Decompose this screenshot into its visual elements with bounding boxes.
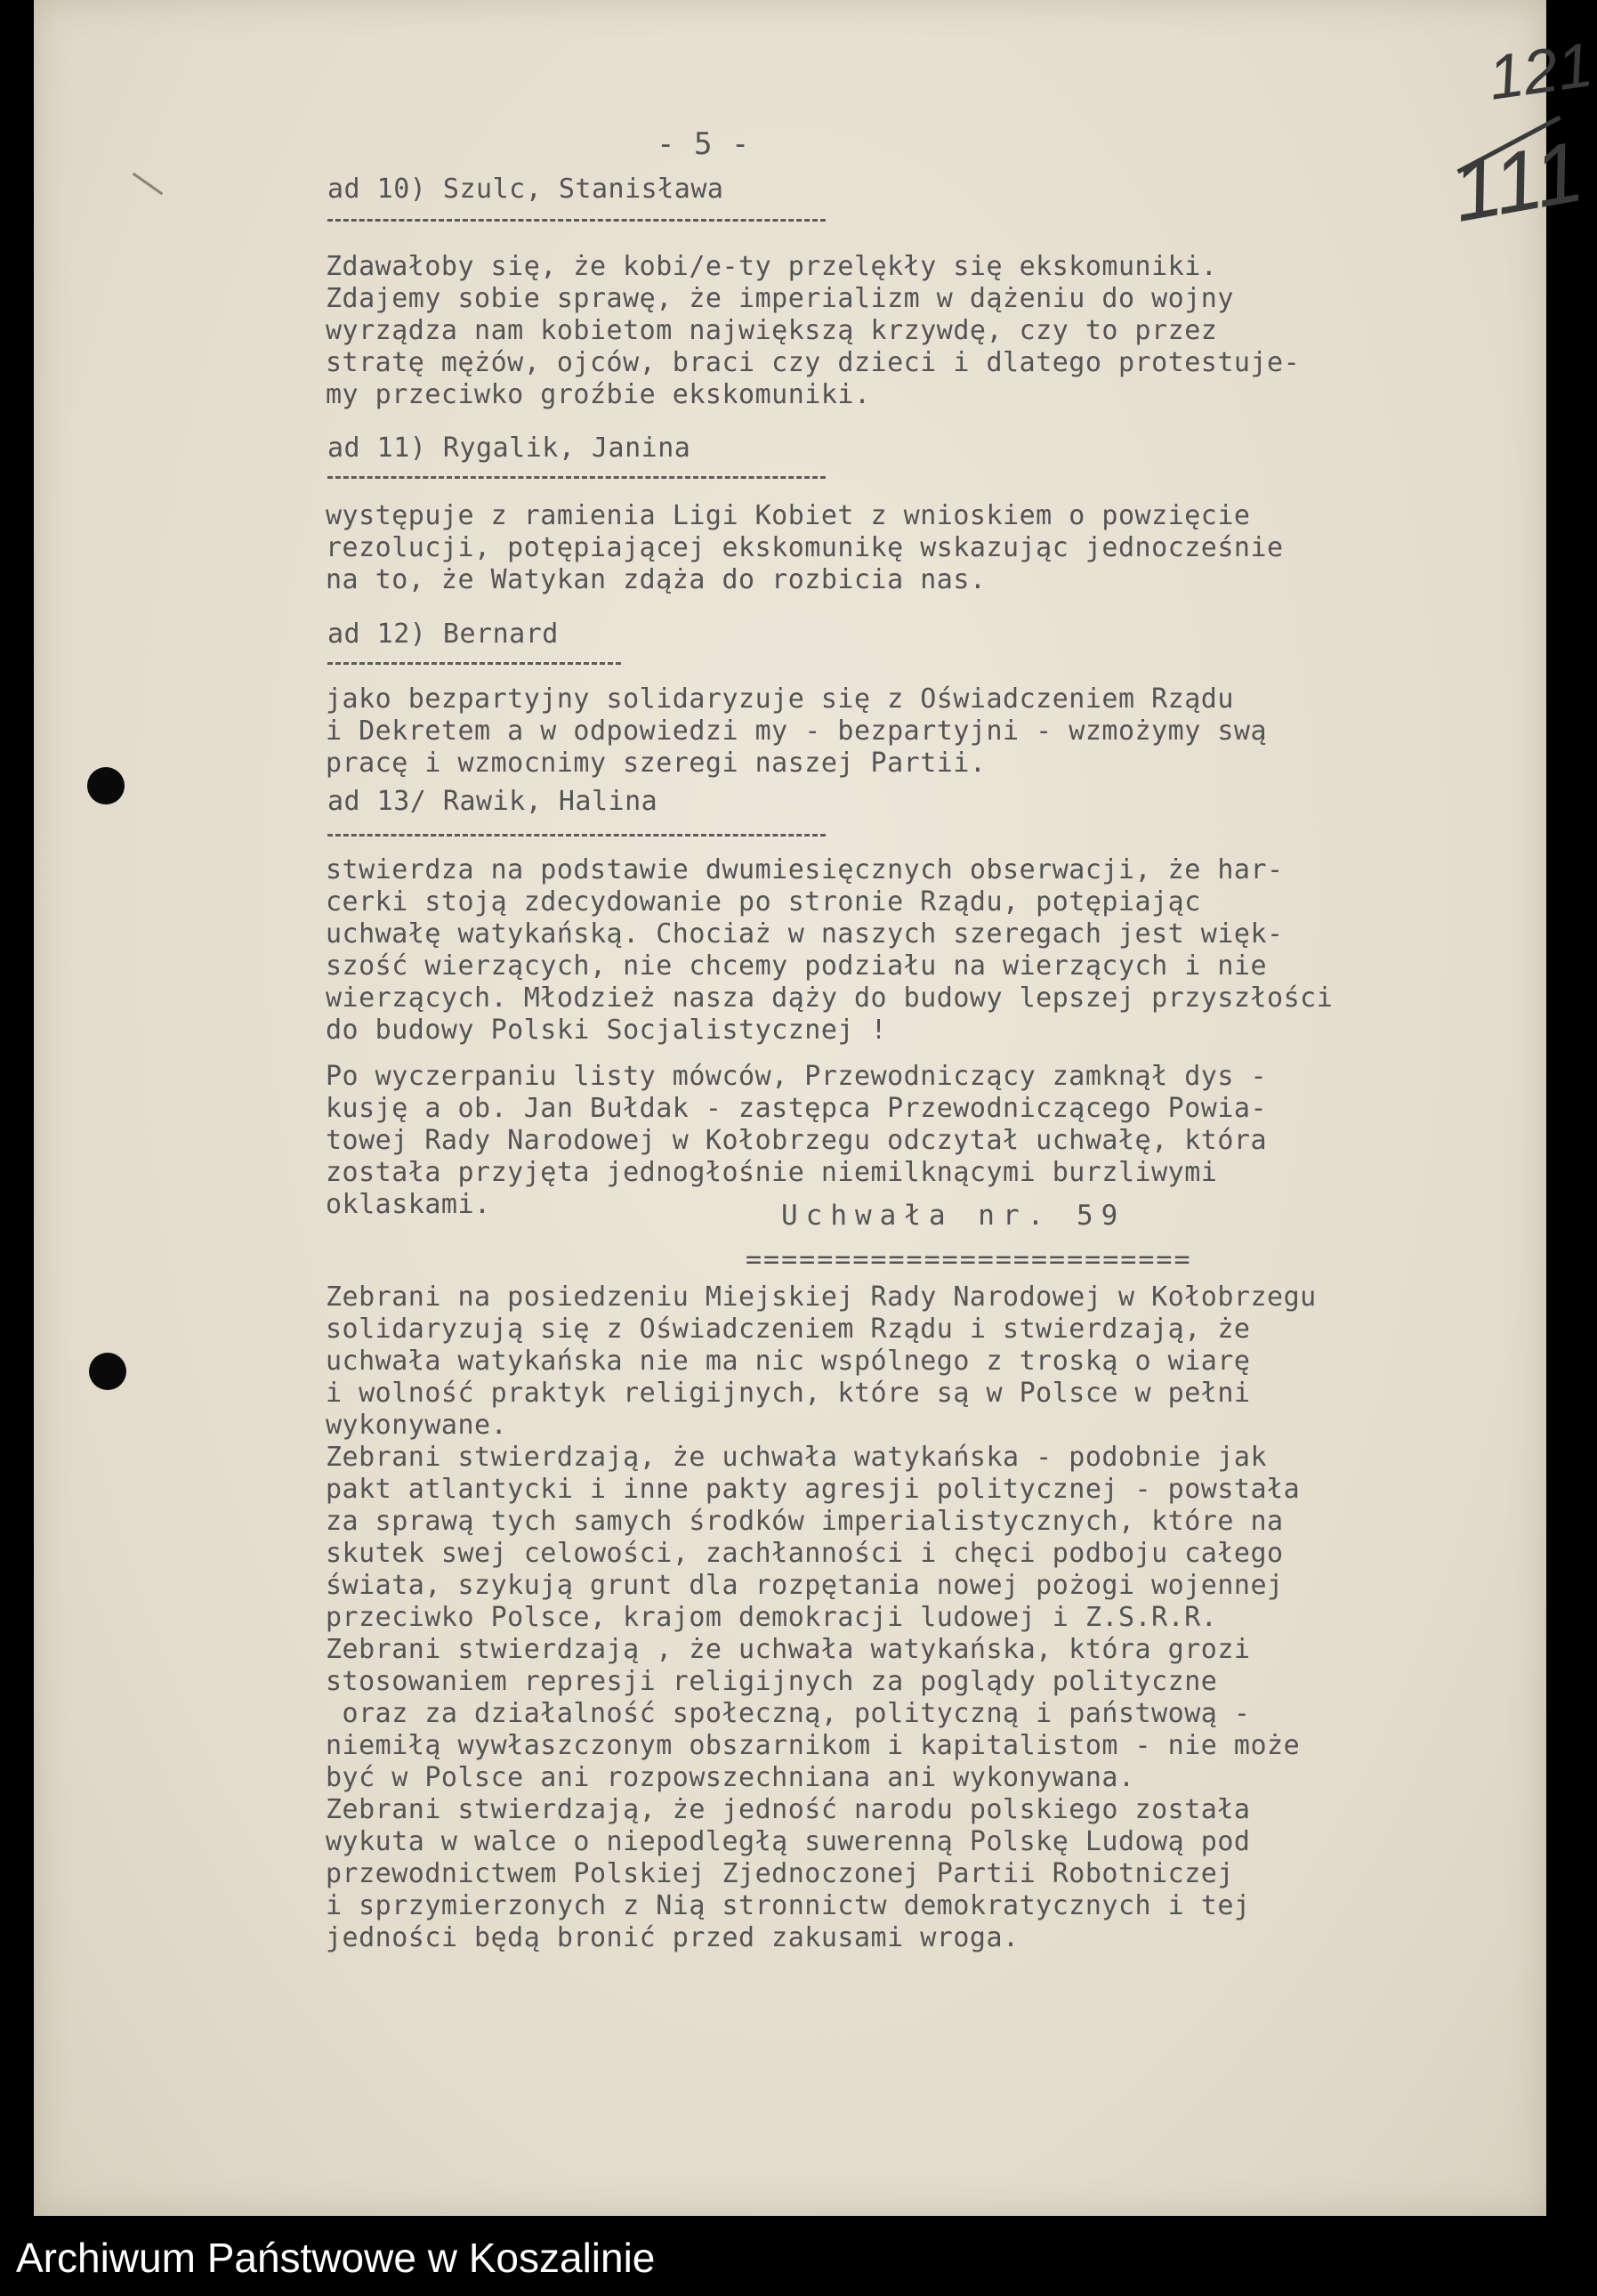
document-page xyxy=(34,0,1597,2216)
text-line: stratę mężów, ojców, braci czy dzieci i dlatego protestuje- xyxy=(326,347,1301,378)
text-line: i wolność praktyk religijnych, które są w Polsce w pełni xyxy=(326,1378,1251,1409)
text-line: występuje z ramienia Ligi Kobiet z wnioskiem o powzięcie xyxy=(326,500,1251,531)
text-line: Zdajemy sobie sprawę, że imperializm w dążeniu do wojny xyxy=(326,283,1234,314)
section-heading: ad 12) Bernard xyxy=(327,618,559,650)
page-number: - 5 - xyxy=(657,126,750,162)
text-line: wykuta w walce o niepodległą suwerenną Polskę Ludową pod xyxy=(326,1826,1251,1857)
text-line: my przeciwko groźbie ekskomuniki. xyxy=(326,379,871,410)
punch-hole-top xyxy=(87,767,125,804)
text-line: pakt atlantycki i inne pakty agresji politycznej - powstała xyxy=(326,1474,1301,1505)
text-line: Zebrani stwierdzają , że uchwała watykańska, która grozi xyxy=(326,1634,1251,1665)
text-line: jako bezpartyjny solidaryzuje się z Oświadczeniem Rządu xyxy=(326,683,1234,715)
text-line: niemiłą wywłaszczonym obszarnikom i kapitalistom - nie może xyxy=(326,1730,1301,1761)
folio-current: 121 xyxy=(1484,29,1597,113)
text-line: pracę i wzmocnimy szeregi naszej Partii. xyxy=(326,748,987,779)
text-line: być w Polsce ani rozpowszechniana ani wykonywana. xyxy=(326,1762,1135,1793)
resolution-title: Uchwała nr. 59 xyxy=(781,1200,1126,1232)
heading-underline xyxy=(327,834,826,837)
text-line: wykonywane. xyxy=(326,1410,508,1441)
text-line: cerki stoją zdecydowanie po stronie Rządu, potępiając xyxy=(326,886,1201,918)
resolution-underline: ========================= xyxy=(746,1244,1192,1275)
text-line: Zdawałoby się, że kobi/e-ty przelękły się ekskomuniki. xyxy=(326,251,1218,282)
text-line: wyrządza nam kobietom największą krzywdę, czy to przez xyxy=(326,315,1218,346)
section-heading: ad 13/ Rawik, Halina xyxy=(327,786,658,817)
text-line: i sprzymierzonych z Nią stronnictw demokratycznych i tej xyxy=(326,1890,1251,1921)
text-line: stwierdza na podstawie dwumiesięcznych obserwacji, że har- xyxy=(326,854,1284,885)
text-line: wierzących. Młodzież nasza dąży do budowy lepszej przyszłości xyxy=(326,982,1334,1014)
folio-number xyxy=(1445,29,1597,240)
heading-underline xyxy=(327,662,621,665)
text-line: Po wyczerpaniu listy mówców, Przewodniczący zamknął dys - xyxy=(326,1061,1268,1092)
heading-underline xyxy=(327,219,826,222)
text-line: przewodnictwem Polskiej Zjednoczonej Partii Robotniczej xyxy=(326,1858,1234,1889)
text-line: została przyjęta jednogłośnie niemilknącymi burzliwymi xyxy=(326,1157,1218,1188)
text-line: skutek swej celowości, zachłanności i chęci podboju całego xyxy=(326,1538,1284,1569)
text-line: Zebrani stwierdzają, że jedność narodu polskiego została xyxy=(326,1794,1251,1825)
text-line: towej Rady Narodowej w Kołobrzegu odczytał uchwałę, która xyxy=(326,1125,1268,1156)
text-line: za sprawą tych samych środków imperialistycznych, które na xyxy=(326,1506,1284,1537)
margin-mark xyxy=(133,173,163,195)
text-line: kusję a ob. Jan Bułdak - zastępca Przewodniczącego Powia- xyxy=(326,1093,1268,1124)
text-line: na to, że Watykan zdąża do rozbicia nas. xyxy=(326,564,987,595)
text-line: przeciwko Polsce, krajom demokracji ludowej i Z.S.R.R. xyxy=(326,1602,1218,1633)
text-line: Zebrani na posiedzeniu Miejskiej Rady Narodowej w Kołobrzegu xyxy=(326,1281,1317,1313)
text-line: solidaryzują się z Oświadczeniem Rządu i stwierdzają, że xyxy=(326,1314,1251,1345)
heading-underline xyxy=(327,476,826,479)
text-line: Zebrani stwierdzają, że uchwała watykańska - podobnie jak xyxy=(326,1442,1268,1473)
text-line: oraz za działalność społeczną, polityczną i państwową - xyxy=(326,1698,1251,1729)
text-line: szość wierzących, nie chcemy podziału na wierzących i nie xyxy=(326,950,1268,982)
text-line: oklaskami. xyxy=(326,1189,491,1220)
text-line: jedności będą bronić przed zakusami wroga. xyxy=(326,1922,1020,1953)
text-line: uchwała watykańska nie ma nic wspólnego z troską o wiarę xyxy=(326,1346,1251,1377)
text-line: uchwałę watykańską. Chociaż w naszych szeregach jest więk- xyxy=(326,918,1284,950)
folio-struck: 111 xyxy=(1445,124,1591,240)
archive-name: Archiwum Państwowe w Koszalinie xyxy=(16,2235,656,2281)
text-line: stosowaniem represji religijnych za poglądy polityczne xyxy=(326,1666,1218,1697)
section-heading: ad 10) Szulc, Stanisława xyxy=(327,174,724,205)
section-heading: ad 11) Rygalik, Janina xyxy=(327,433,691,464)
archive-footer-bar xyxy=(0,2219,1580,2296)
punch-hole-bottom xyxy=(89,1353,126,1390)
text-line: świata, szykują grunt dla rozpętania nowej pożogi wojennej xyxy=(326,1570,1284,1601)
text-line: rezolucji, potępiającej ekskomunikę wskazując jednocześnie xyxy=(326,532,1284,563)
text-line: do budowy Polski Socjalistycznej ! xyxy=(326,1015,888,1046)
text-line: i Dekretem a w odpowiedzi my - bezpartyjni - wzmożymy swą xyxy=(326,715,1268,747)
